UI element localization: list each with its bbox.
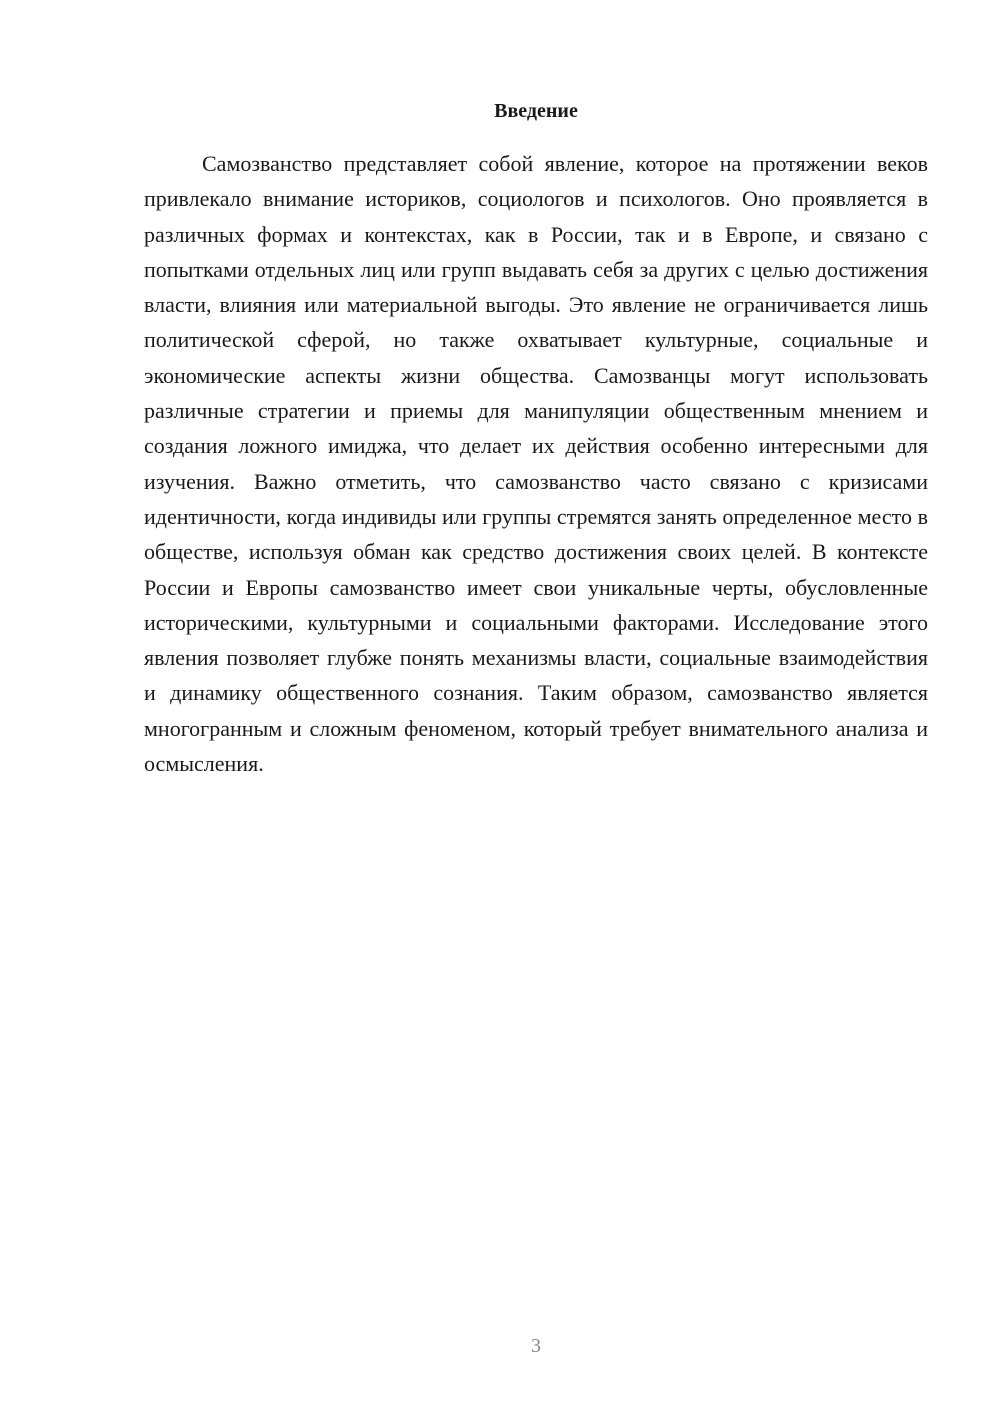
section-heading: Введение bbox=[494, 100, 578, 122]
intro-paragraph: Самозванство представляет собой явление, которое на протяжении веков привлекало внимание историков, социологов и психологов. Оно проявляется в различных формах и контекстах, как в России, так и в Европе, и связано с попытками отдельных лиц или групп выдавать себя за других с целью достижения власти, влияния или материальной выгоды. Это явление не ограничивается лишь политической сферой, но также охватывает культурные, социальные и экономические аспекты жизни общества. Самозванцы могут использовать различные стратегии и приемы для манипуляции общественным мнением и создания ложного имиджа, что делает их действия особенно интересными для изучения. Важно отметить, что самозванство часто связано с кризисами идентичности, когда индивиды или группы стремятся занять определенное место в обществе, используя обман как средство достижения своих целей. В контексте России и Европы самозванство имеет свои уникальные черты, обусловленные историческими, культурными и социальными факторами. Исследование этого явления позволяет глубже понять механизмы власти, социальные взаимодействия и динамику общественного сознания. Таким образом, самозванство является многогранным и сложным феноменом, который требует внимательного анализа и осмысления. bbox=[144, 151, 928, 777]
page-number: 3 bbox=[531, 1335, 541, 1357]
